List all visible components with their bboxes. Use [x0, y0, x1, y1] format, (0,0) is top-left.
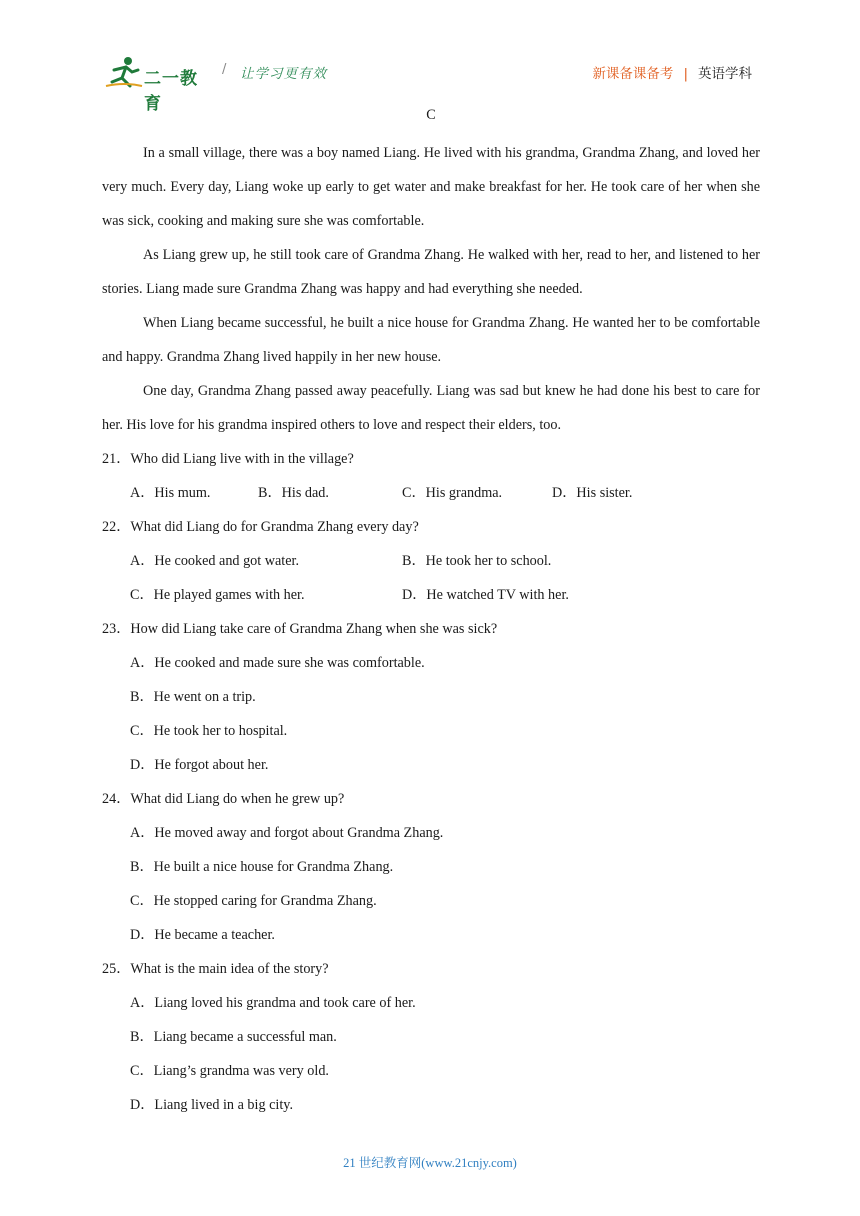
document-body	[102, 104, 760, 1122]
page-header	[0, 0, 860, 114]
question-24: 24．What did Liang do when he grew up?	[102, 791, 345, 807]
option-b: B．He took her to school.	[402, 553, 552, 569]
runner-logo-icon	[104, 56, 144, 90]
option-d: D．He forgot about her.	[130, 757, 269, 773]
brand-logo	[104, 56, 214, 114]
option-a: A．Liang loved his grandma and took care of her.	[130, 995, 416, 1011]
logo-text: 二一教育	[144, 69, 198, 114]
option-a: A．His mum.	[130, 485, 211, 501]
question-23: 23．How did Liang take care of Grandma Zhang when she was sick?	[102, 621, 498, 637]
question-22-options-row2	[102, 578, 760, 612]
option-c: C．Liang’s grandma was very old.	[130, 1063, 329, 1079]
question-22: 22．What did Liang do for Grandma Zhang every day?	[102, 519, 419, 535]
passage-paragraph: When Liang became successful, he built a nice house for Grandma Zhang. He wanted her to be comfortable and happy. Grandma Zhang lived happily in her new house.	[102, 315, 760, 365]
question-21-options	[102, 476, 760, 510]
page-footer: 21 世纪教育网(www.21cnjy.com)	[343, 1156, 517, 1170]
option-b: B．He went on a trip.	[130, 689, 256, 705]
passage-paragraph: In a small village, there was a boy named Liang. He lived with his grandma, Grandma Zhang, and loved her very much. Every day, Liang woke up early to get water and make breakfast for her. He took care of her when she was sick, cooking and making sure she was comfortable.	[102, 145, 760, 229]
question-21: 21．Who did Liang live with in the village?	[102, 451, 354, 467]
question-22-options-row1	[102, 544, 760, 578]
option-b: B．He built a nice house for Grandma Zhang.	[130, 859, 394, 875]
subject-label: 英语学科	[698, 66, 752, 82]
header-right	[592, 62, 752, 82]
option-d: D．He became a teacher.	[130, 927, 275, 943]
option-d: D．Liang lived in a big city.	[130, 1097, 293, 1113]
option-b: B．Liang became a successful man.	[130, 1029, 337, 1045]
option-a: A．He cooked and made sure she was comfortable.	[130, 655, 425, 671]
passage-paragraph: One day, Grandma Zhang passed away peacefully. Liang was sad but knew he had done his best to care for her. His love for his grandma inspired others to love and respect their elders, too.	[102, 383, 760, 433]
header-separator: |	[683, 66, 688, 82]
option-c: C．His grandma.	[402, 485, 503, 501]
option-b: B．His dad.	[258, 485, 329, 501]
option-a: A．He cooked and got water.	[130, 553, 300, 569]
header-slash: /	[222, 62, 227, 77]
option-c: C．He played games with her.	[130, 587, 305, 603]
exam-label: 新课备课备考	[592, 66, 674, 82]
option-a: A．He moved away and forgot about Grandma Zhang.	[130, 825, 444, 841]
header-slogan: 让学习更有效	[240, 66, 327, 82]
question-25: 25．What is the main idea of the story?	[102, 961, 329, 977]
option-c: C．He took her to hospital.	[130, 723, 288, 739]
option-d: D．He watched TV with her.	[402, 587, 569, 603]
section-letter: C	[426, 107, 436, 123]
passage-paragraph: As Liang grew up, he still took care of Grandma Zhang. He walked with her, read to her, and listened to her stories. Liang made sure Grandma Zhang was happy and had everything she needed.	[102, 247, 760, 297]
option-d: D．His sister.	[552, 485, 633, 501]
option-c: C．He stopped caring for Grandma Zhang.	[130, 893, 377, 909]
